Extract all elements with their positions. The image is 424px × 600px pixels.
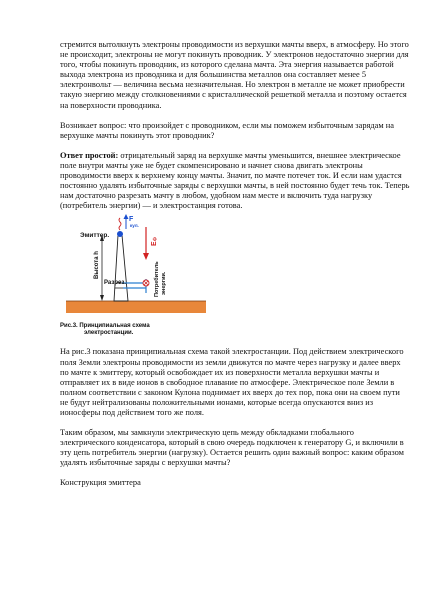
section-heading: Конструкция эмиттера [60, 478, 141, 488]
ground [66, 301, 206, 313]
force-sub-label: кул. [130, 223, 139, 229]
paragraph: На рис.3 показана принципиальная схема такой электростанции. Под действием электрического поля Земли электроны проводимости из земли движутся по мачте через нагрузку и далее вверх по мачте к эмиттеру, который освобождает их из поверхности металла верхушки мачты и отправляет их в виде ионов в свободное плавание по атмосфере. Электрическое поле Земли в полном соответствии с законом Кулона поднимает их вверх до тех пор, пока они на своем пути не будут нейтрализованы положительными ионами, которые всегда опускаются вниз из ионосферы под действием того же поля. [60, 347, 404, 417]
figure-caption [60, 323, 410, 337]
figure-svg [60, 213, 210, 321]
paragraph: Возникает вопрос: что произойдет с проводником, если мы поможем избыточным зарядам на верхушке мачты покинуть этот проводник? [60, 120, 394, 140]
consumer-label-1: Потребитель [154, 261, 160, 298]
consumer-label-2: энергии. [161, 272, 167, 296]
emitter-ball-icon [117, 231, 123, 237]
mast [114, 235, 128, 301]
answer-paragraph [60, 151, 410, 212]
field-label: E [151, 241, 158, 247]
paragraph: стремится вытолкнуть электроны проводимости из верхушки мачты вверх, в атмосферу. Но этого не происходит, электроны не могут покинуть проводник. У электронов недостаточно энергии для того, чтобы покинуть проводник, из которого сделана мачта. Эта энергия называется работой выхода электрона из проводника и для большинства металлов она составляет менее 5 электронвольт — величина весьма незначительная. Но электрон в металле не может приобрести такую энергию между столкновениями с кристаллической решеткой металла и поэтому остается на поверхности проводника. [60, 40, 409, 110]
caption-line-1: Рис.3. Принципиальная схема [60, 323, 150, 330]
caption-line-2: электростанции. [84, 330, 134, 337]
document-page [60, 40, 410, 489]
field-sub-label: ф [152, 237, 157, 242]
emission-wave-icon [119, 218, 121, 230]
answer-label: Ответ простой: [60, 150, 119, 160]
cut-label: Разрез. [104, 280, 126, 287]
height-label: Высота h [94, 251, 100, 280]
force-label: F [129, 216, 134, 224]
answer-text: отрицательный заряд на верхушке мачты уменьшится, внешнее электрическое поле внутри мачты уже не будет скомпенсировано и начнет снова двигать электроны проводимости вверх к верхнему концу мачты. Значит, по мачте потечет ток. И если нам удастся постоянно удалять избыточные заряды с верхушки мачты, в ней постоянно будет течь ток. Теперь нам достаточно разрезать мачту в любом, удобном нам месте и включить туда нагрузку (потребитель энергии) — и электростанция готова. [60, 150, 410, 211]
figure-power-station [60, 213, 210, 321]
paragraph: Таким образом, мы замкнули электрическую цепь между обкладками глобального электрического конденсатора, который в свою очередь подключен к генератору G, и включили в эту цепь потребитель энергии (нагрузку). Остается решить один важный вопрос: каким образом удалять избыточные заряды с верхушки мачты? [60, 428, 404, 468]
emitter-label: Эмиттер. [80, 232, 110, 240]
